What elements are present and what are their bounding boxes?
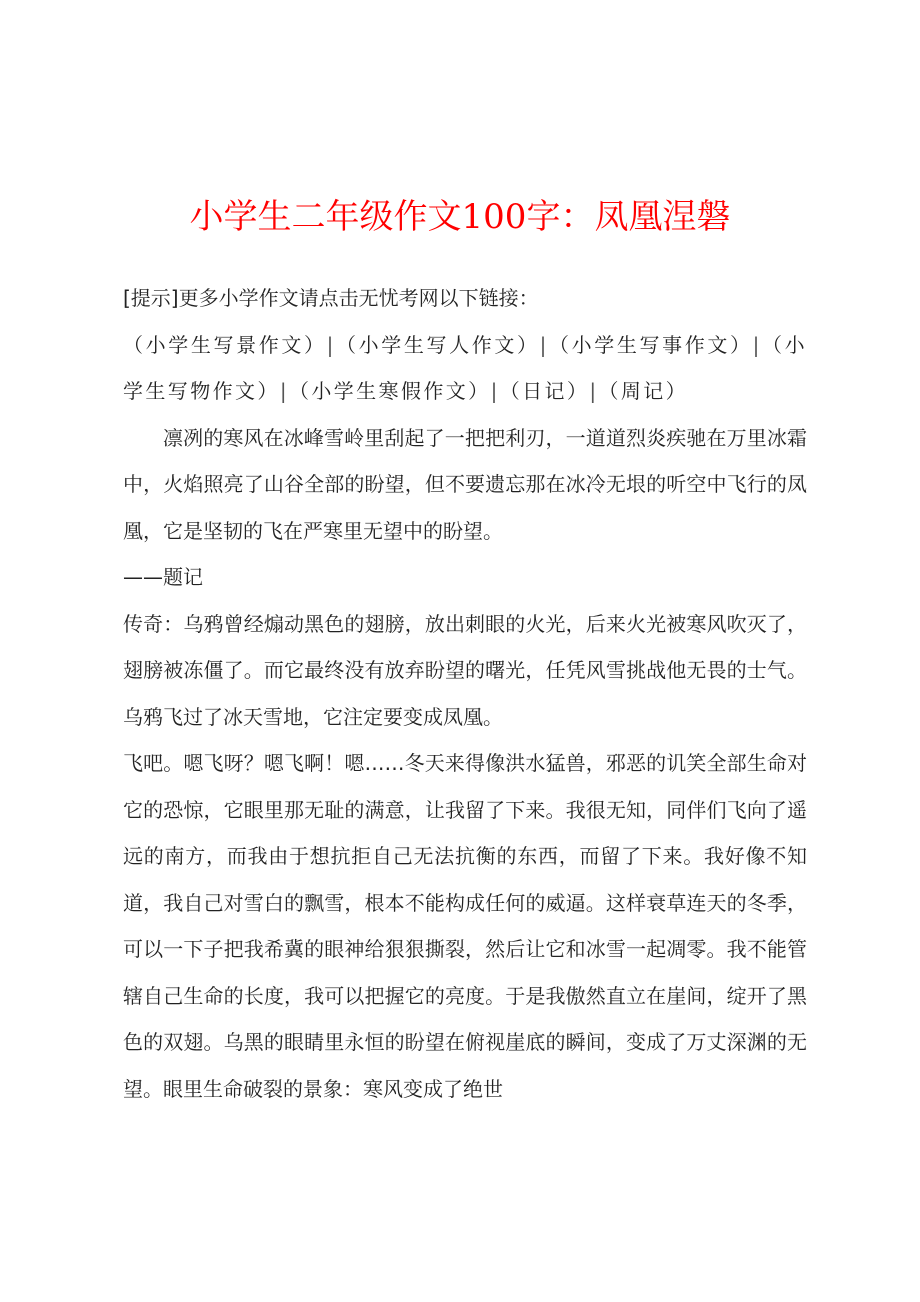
link-separator: | xyxy=(539,332,549,357)
link-list xyxy=(123,322,807,415)
document-title: 小学生二年级作文100字：凤凰涅磐 xyxy=(189,197,731,237)
paragraph-intro: 凛冽的寒风在冰峰雪岭里刮起了一把把利刃，一道道烈炎疾驰在万里冰霜中，火焰照亮了山谷全部的盼望，但不要遗忘那在冰冷无垠的听空中飞行的凤凰，它是坚韧的飞在严寒里无望中的盼望。 xyxy=(123,425,807,543)
link-weekly-journal[interactable]: （周记） xyxy=(598,379,689,403)
link-separator: | xyxy=(326,332,336,357)
link-scenery-essay[interactable]: （小学生写景作文） xyxy=(123,332,327,357)
link-separator: | xyxy=(589,379,599,403)
link-separator: | xyxy=(279,379,289,403)
document-body xyxy=(123,275,807,1112)
link-diary[interactable]: （日记） xyxy=(499,379,590,403)
link-separator: | xyxy=(490,379,500,403)
paragraph-legend: 传奇：乌鸦曾经煽动黑色的翅膀，放出刺眼的火光，后来火光被寒风吹灭了，翅膀被冻僵了。而它最终没有放弃盼望的曙光，任凭风雪挑战他无畏的士气。乌鸦飞过了冰天雪地，它注定要变成凤凰。 xyxy=(123,611,807,729)
link-winter-break-essay[interactable]: （小学生寒假作文） xyxy=(288,379,491,403)
link-people-essay[interactable]: （小学生写人作文） xyxy=(335,332,540,357)
link-object-essay[interactable]: （小学生写物作文） xyxy=(123,332,807,403)
paragraph-main: 飞吧。嗯飞呀？嗯飞啊！嗯……冬天来得像洪水猛兽，邪恶的讥笑全部生命对它的恐惊，它眼里那无耻的满意，让我留了下来。我很无知，同伴们飞向了遥远的南方，而我由于想抗拒自己无法抗衡的东西，而留了下来。我好像不知道，我自己对雪白的飘雪，根本不能构成任何的威逼。这样衰草连天的冬季，可以一下子把我希冀的眼神给狠狠撕裂，然后让它和冰雪一起凋零。我不能管辖自己生命的长度，我可以把握它的亮度。于是我傲然直立在崖间，绽开了黑色的双翅。乌黑的眼睛里永恒的盼望在俯视崖底的瞬间，变成了万丈深渊的无望。眼里生命破裂的景象：寒风变成了绝世 xyxy=(123,751,807,1101)
link-event-essay[interactable]: （小学生写事作文） xyxy=(548,332,753,357)
link-separator: | xyxy=(752,332,762,357)
tip-line: [提示]更多小学作文请点击无忧考网以下链接： xyxy=(123,286,539,310)
paragraph-epigraph-attribution: ——题记 xyxy=(123,565,203,589)
